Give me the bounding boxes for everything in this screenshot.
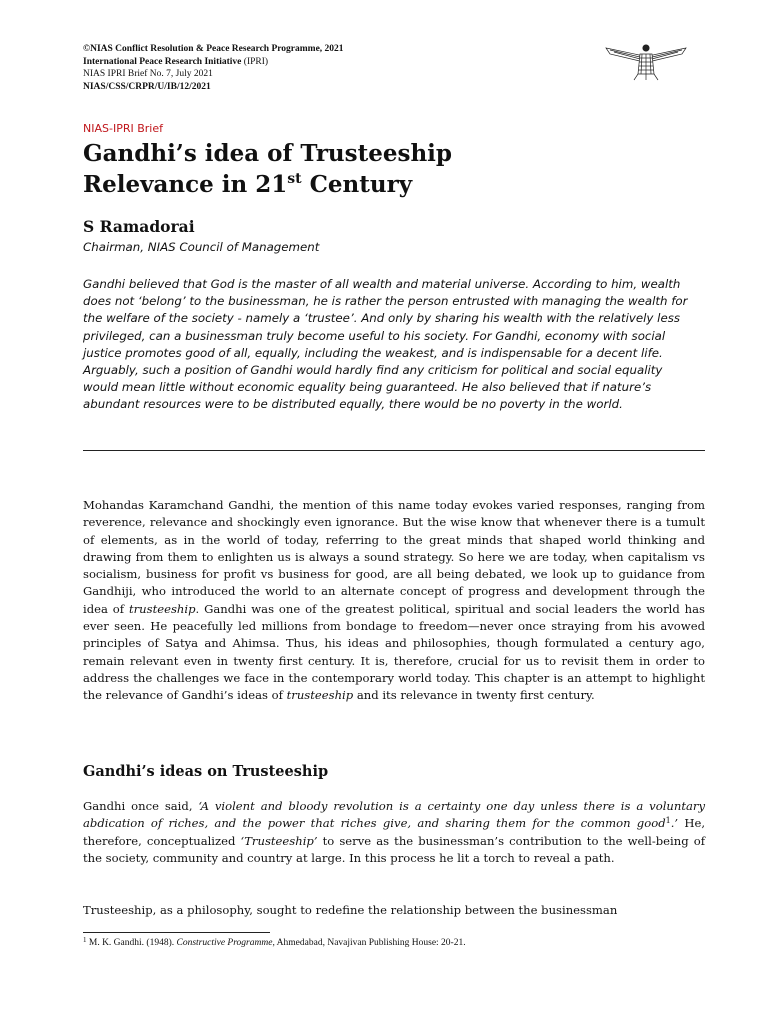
emphasis-trusteeship: ‘Trusteeship’ (240, 833, 318, 848)
footnote-divider (83, 932, 270, 933)
body-paragraph-3: Trusteeship, as a philosophy, sought to redefine the relationship between the businessman (83, 903, 618, 917)
abstract-divider (83, 450, 705, 451)
body-paragraph-2 (83, 798, 705, 867)
emphasis-trusteeship: trusteeship (286, 688, 354, 703)
emphasis-trusteeship: trusteeship (128, 601, 196, 616)
paragraph-text: Gandhi once said, (83, 799, 199, 813)
nias-bird-emblem-icon (604, 40, 688, 82)
paragraph-text: and its relevance in twenty first century. (353, 688, 595, 703)
document-code: NIAS/CSS/CRPR/U/IB/12/2021 (83, 81, 211, 92)
document-title (83, 138, 452, 200)
footnote-text: , Ahmedabad, Navajivan Publishing House: 20-21. (272, 938, 466, 948)
quote-end: .’ (670, 816, 679, 831)
paragraph-text: Mohandas Karamchand Gandhi, the mention of this name today evokes varied responses, ranging from reverence, relevance and shockingly even ignorance. But the wise know that whenever there is a tumult of elements, as in the world of today, referring to the great minds that shaped world thinking and drawing from them to enlighten us is always a sound strategy. So here we are today, when capitalism vs socialism, business for profit vs business for good, are all being debated, we look up to guidance from Gandhiji, who introduced the world to an alternate concept of progress and development through the idea of (83, 498, 705, 616)
footnote-book-title: Constructive Programme (176, 938, 273, 948)
brief-number: NIAS IPRI Brief No. 7, July 2021 (83, 69, 213, 79)
paragraph-text: to serve as the businessman’s contribution to the well-being of the society, community and country at large. In this process he lit a torch to reveal a path. (83, 833, 705, 865)
publication-header (83, 43, 344, 93)
title-line-2-pre: Relevance in 21 (83, 171, 288, 198)
title-line-1: Gandhi’s idea of Trusteeship (83, 140, 452, 167)
body-paragraph-1 (83, 497, 705, 705)
paragraph-text: He, therefore, conceptualized (83, 816, 705, 848)
footnote-text: M. K. Gandhi. (1948). (86, 938, 177, 948)
initiative-abbr: (IPRI) (241, 56, 269, 67)
footnote (83, 938, 466, 948)
abstract: Gandhi believed that God is the master of all wealth and material universe. According to him, wealth does not ‘belong’ to the businessman, he is rather the person entrusted with managing the wealth for the welfare of the society - namely a ‘trustee’. And only by sharing his wealth with the relatively less privileged, can a businessman truly become useful to his society. For Gandhi, economy with social justice promotes good of all, equally, including the weakest, and is indispensable for a decent life. Arguably, such a position of Gandhi would hardly find any criticism for political and social equality would mean little without economic equality being guaranteed. He also believed that if nature’s abundant resources were to be distributed equally, there would be no poverty in the world. (83, 277, 688, 412)
initiative-line (83, 56, 344, 69)
author-affiliation: Chairman, NIAS Council of Management (83, 240, 320, 254)
initiative-name: International Peace Research Initiative (83, 56, 242, 67)
footnote-reference[interactable]: 1 (665, 816, 671, 826)
footnote-marker: 1 (83, 936, 87, 944)
title-line-2-post: Century (301, 171, 413, 198)
author-name: S Ramadorai (83, 217, 195, 236)
title-superscript: st (287, 171, 302, 187)
gandhi-quote: ‘A violent and bloody revolution is a certainty one day unless there is a voluntary abdication of riches, and the power that riches give, and sharing them for the common good (83, 799, 705, 831)
paragraph-text: . Gandhi was one of the greatest political, spiritual and social leaders the world has ever seen. He peacefully led millions from bondage to freedom—never once straying from his avowed principles of Satya and Ahimsa. Thus, his ideas and philosophies, though formulated a century ago, remain relevant even in twenty first century. It is, therefore, crucial for us to revisit them in order to address the challenges we face in the contemporary world today. This chapter is an attempt to highlight the relevance of Gandhi’s ideas of (83, 601, 706, 703)
section-heading: Gandhi’s ideas on Trusteeship (83, 763, 329, 780)
series-label: NIAS-IPRI Brief (83, 122, 163, 135)
copyright-line: ©NIAS Conflict Resolution & Peace Research Programme, 2021 (83, 44, 344, 54)
